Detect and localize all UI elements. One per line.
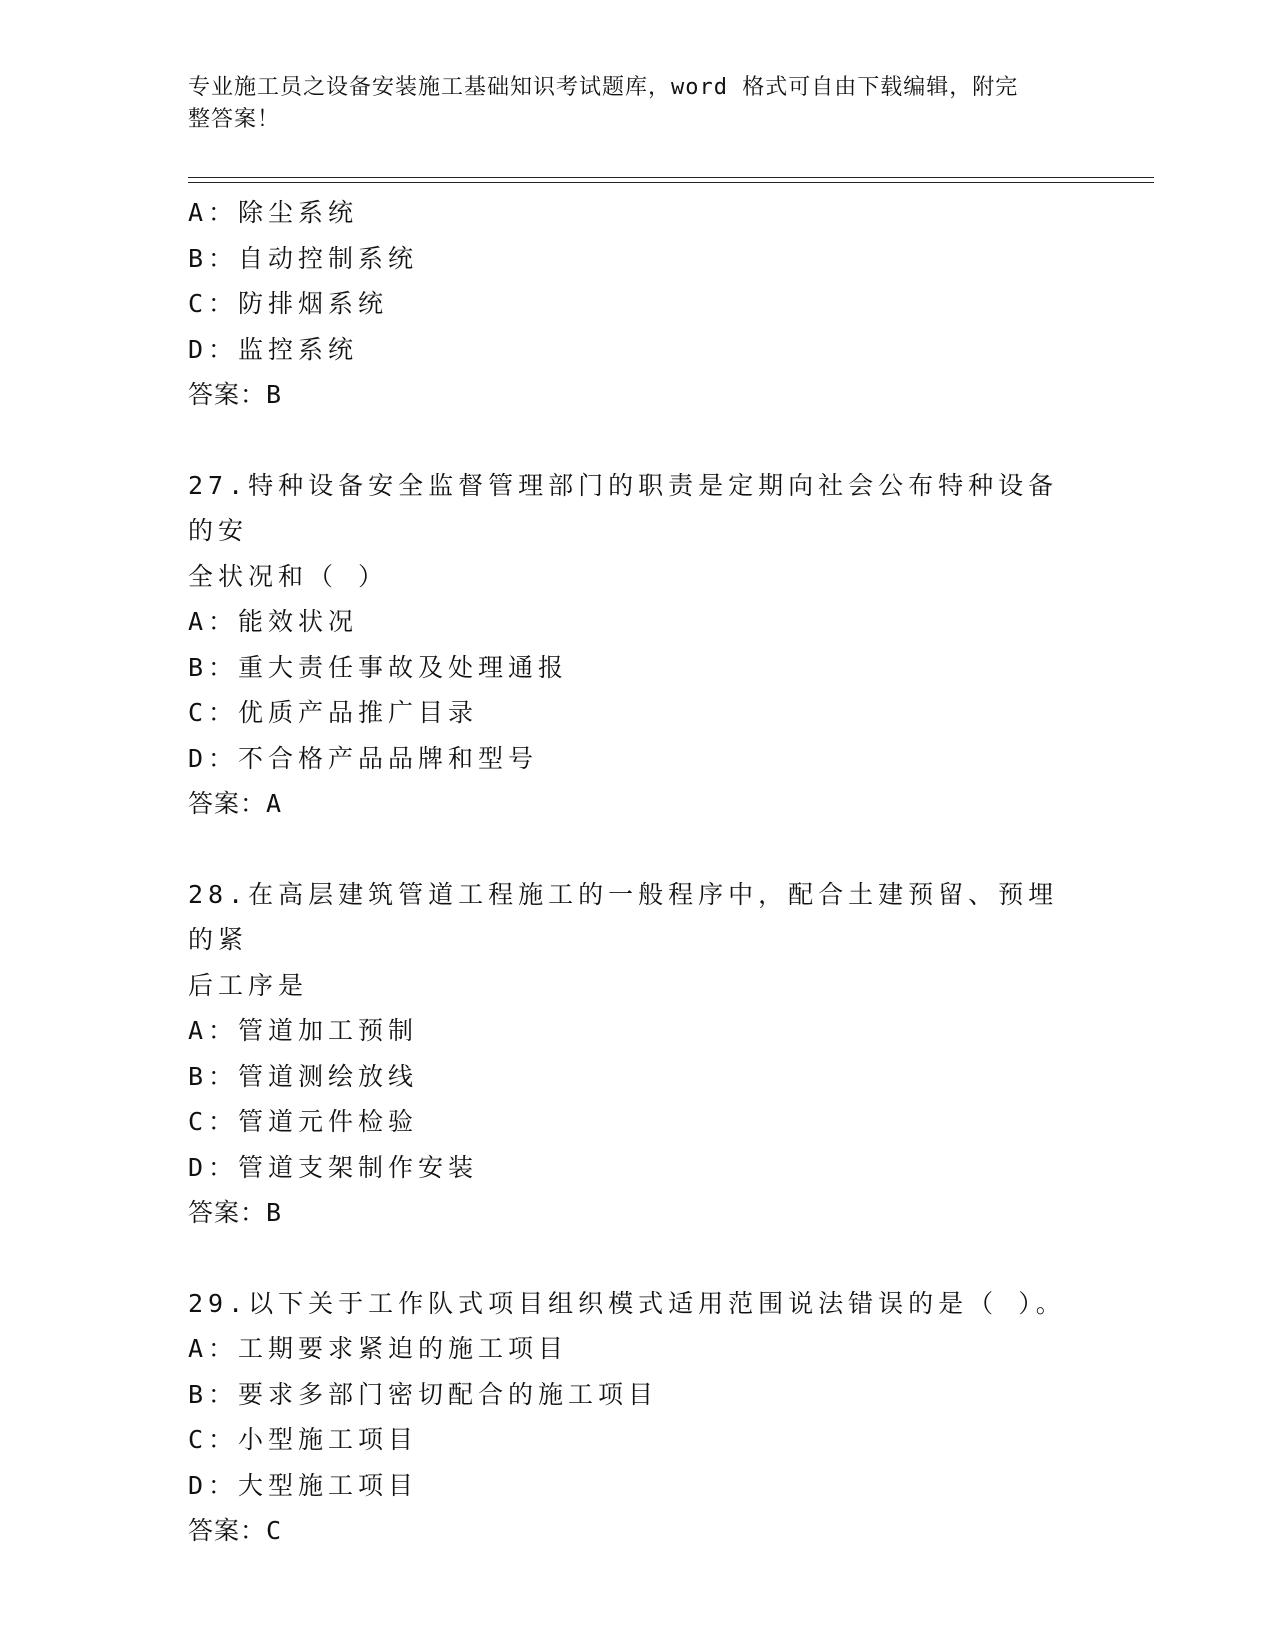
question-stem-line-1: 27.特种设备安全监督管理部门的职责是定期向社会公布特种设备的安 <box>188 470 1059 545</box>
question-stem-line-2: 后工序是 <box>188 970 309 1000</box>
option-b: B：管道测绘放线 <box>188 1061 419 1091</box>
question-gap <box>188 827 1088 872</box>
option-a: A：工期要求紧迫的施工项目 <box>188 1334 569 1363</box>
answer-value: B <box>266 1198 283 1227</box>
answer-label: 答案： <box>188 789 267 818</box>
answer-value: C <box>266 1516 283 1545</box>
question-stem <box>188 1281 1068 1327</box>
option-d: D：大型施工项目 <box>188 1470 419 1500</box>
question-stem-line-1: 29.以下关于工作队式项目组织模式适用范围说法错误的是（ ）。 <box>188 1288 1066 1318</box>
header-line-1: 专业施工员之设备安装施工基础知识考试题库，word 格式可自由下载编辑，附完 <box>188 75 1019 100</box>
answer-line <box>188 372 1088 418</box>
question-block-29 <box>188 1281 1088 1554</box>
document-header <box>188 72 1068 136</box>
question-block-continued <box>188 190 1088 418</box>
header-divider-bottom <box>188 182 1154 183</box>
answer-label: 答案： <box>188 1516 267 1545</box>
question-stem-line-1: 28.在高层建筑管道工程施工的一般程序中，配合土建预留、预埋的紧 <box>188 879 1059 954</box>
answer-value: B <box>266 380 283 409</box>
option-b: B：要求多部门密切配合的施工项目 <box>188 1379 659 1409</box>
question-list <box>188 190 1088 1554</box>
option-c: C：防排烟系统 <box>188 289 389 318</box>
header-divider-top <box>188 177 1154 178</box>
option-d: D：管道支架制作安装 <box>188 1152 479 1182</box>
answer-line <box>188 1508 1088 1554</box>
answer-line <box>188 781 1088 827</box>
option-b: B：自动控制系统 <box>188 243 419 273</box>
question-block-28 <box>188 872 1088 1236</box>
question-stem <box>188 872 1068 1009</box>
option-d: D：不合格产品品牌和型号 <box>188 743 539 773</box>
option-c: C：优质产品推广目录 <box>188 698 479 727</box>
question-gap <box>188 1236 1088 1281</box>
answer-label: 答案： <box>188 1198 267 1227</box>
answer-value: A <box>266 789 283 818</box>
question-block-27 <box>188 463 1088 827</box>
answer-line <box>188 1190 1088 1236</box>
option-a: A：除尘系统 <box>188 198 359 227</box>
question-stem <box>188 463 1068 600</box>
option-c: C：管道元件检验 <box>188 1107 419 1136</box>
option-d: D：监控系统 <box>188 334 359 364</box>
question-gap <box>188 418 1088 463</box>
answer-label: 答案： <box>188 380 267 409</box>
option-b: B：重大责任事故及处理通报 <box>188 652 569 682</box>
option-a: A：管道加工预制 <box>188 1016 419 1045</box>
option-a: A：能效状况 <box>188 607 359 636</box>
option-c: C：小型施工项目 <box>188 1425 419 1454</box>
header-line-2: 整答案！ <box>188 107 281 132</box>
question-stem-line-2: 全状况和（ ） <box>188 561 389 591</box>
